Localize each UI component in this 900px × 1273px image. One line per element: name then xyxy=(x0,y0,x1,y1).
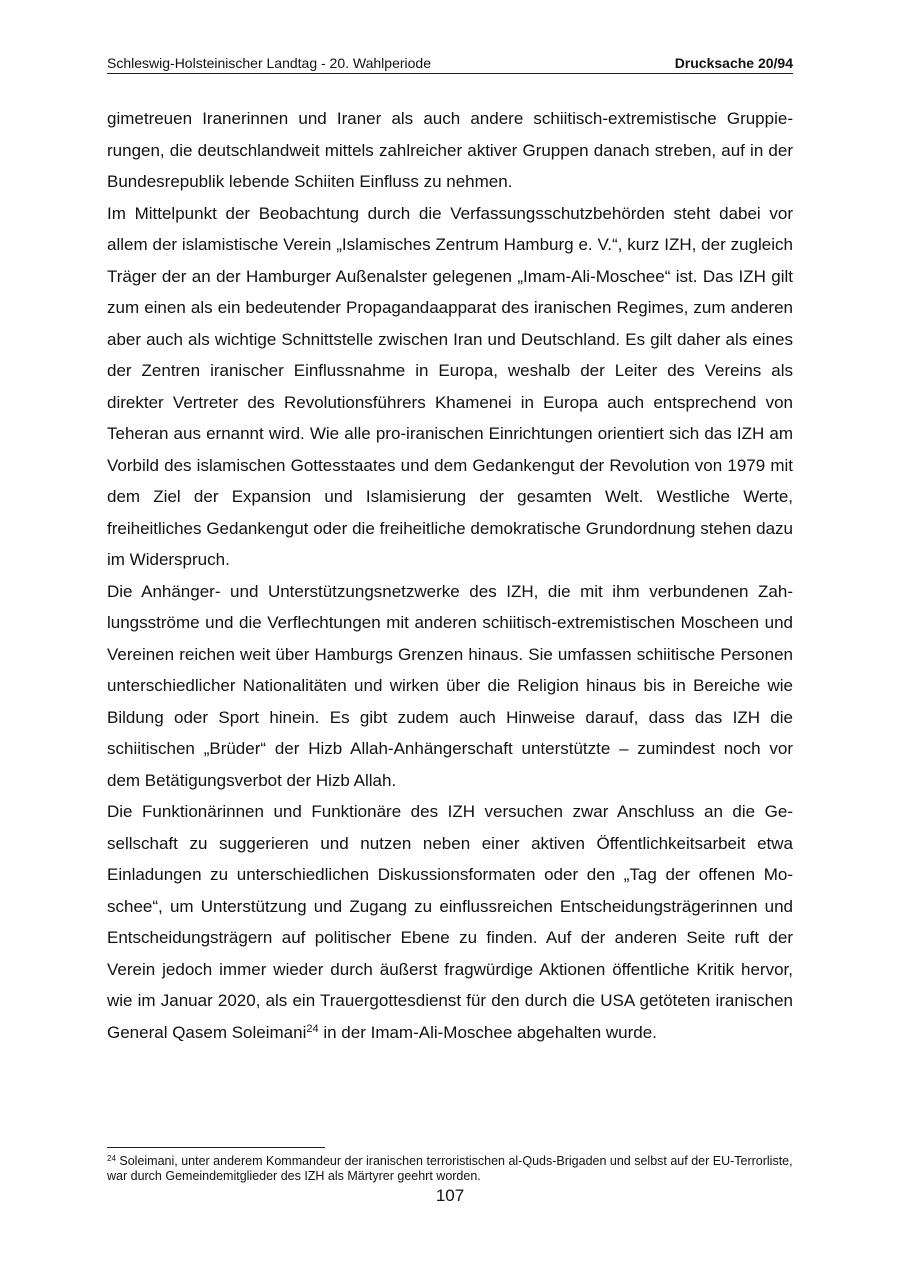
paragraph-text-tail: in der Imam-Ali-Moschee abgehalten wurde. xyxy=(318,1022,657,1042)
page-header xyxy=(107,55,793,74)
footnote xyxy=(107,1154,793,1184)
page-number: 107 xyxy=(435,1186,465,1205)
paragraph-text: Die Funktionärinnen und Funktionäre des IZH versuchen zwar Anschluss an die Gesellschaft zu suggerieren und nutzen neben einer aktiven Öffentlichkeitsarbeit etwa Einladungen zu unterschiedlichen Diskussionsformaten oder den „Tag der offenen Moschee“, um Unterstützung und Zugang zu einflussreichen Entscheidungsträgerinnen und Entscheidungsträgern auf politischer Ebene zu finden. Auf der anderen Seite ruft der Verein jedoch immer wieder durch äußerst fragwürdige Aktionen öffentliche Kritik hervor, wie im Januar 2020, als ein Trauergottesdienst für den durch die USA getöteten iranischen General Qasem Soleimani xyxy=(107,802,793,1042)
footnote-divider xyxy=(107,1147,325,1148)
paragraph: gimetreuen Iranerinnen und Iraner als auch andere schiitisch-extremistische Gruppierungen, die deutschlandweit mittels zahlreicher aktiver Gruppen danach streben, auf in der Bundesrepublik lebende Schiiten Einfluss zu nehmen. xyxy=(107,109,793,191)
paragraph: Im Mittelpunkt der Beobachtung durch die Verfassungsschutzbehörden steht dabei vor allem der islamistische Verein „Islamisches Zentrum Hamburg e. V.“, kurz IZH, der zugleich Träger der an der Hamburger Außenalster gelegenen „Imam-Ali-Moschee“ ist. Das IZH gilt zum einen als ein bedeutender Propagandaapparat des iranischen Regimes, zum anderen aber auch als wichtige Schnittstelle zwischen Iran und Deutschland. Es gilt daher als eines der Zentren iranischer Einflussnahme in Europa, weshalb der Leiter des Vereins als direkter Vertreter des Revolutionsführers Khamenei in Europa auch entsprechend von Teheran aus ernannt wird. Wie alle pro-iranischen Einrichtungen orientiert sich das IZH am Vorbild des islamischen Gottesstaates und dem Gedankengut der Revolution von 1979 mit dem Ziel der Expansion und Islamisierung der gesamten Welt. Westliche Werte, freiheitliches Gedankengut oder die freiheitliche demokratische Grundordnung stehen dazu im Widerspruch. xyxy=(107,203,793,569)
document-number: Drucksache 20/94 xyxy=(674,55,793,71)
body-text xyxy=(107,103,793,1048)
header-title: Schleswig-Holsteinischer Landtag - 20. Wahlperiode xyxy=(107,55,431,71)
footnote-number: 24 xyxy=(107,1154,116,1163)
paragraph: Die Anhänger- und Unterstützungsnetzwerke des IZH, die mit ihm verbundenen Zahlungsströme und die Verflechtungen mit anderen schiitisch-extremistischen Moscheen und Vereinen reichen weit über Hamburgs Grenzen hinaus. Sie umfassen schiitische Personen unterschiedlicher Nationalitäten und wirken über die Religion hinaus bis in Bereiche wie Bildung oder Sport hinein. Es gibt zudem auch Hinweise darauf, dass das IZH die schiitischen „Brüder“ der Hizb Allah-Anhängerschaft unterstützte – zumindest noch vor dem Betätigungsverbot der Hizb Allah. xyxy=(107,581,793,790)
paragraph xyxy=(107,796,793,1048)
footnote-reference: 24 xyxy=(306,1022,319,1035)
footnote-text: Soleimani, unter anderem Kommandeur der iranischen terroristischen al-Quds-Brigaden und selbst auf der EU-Terrorliste, war durch Gemeindemitglieder des IZH als Märtyrer geehrt worden. xyxy=(107,1154,793,1183)
